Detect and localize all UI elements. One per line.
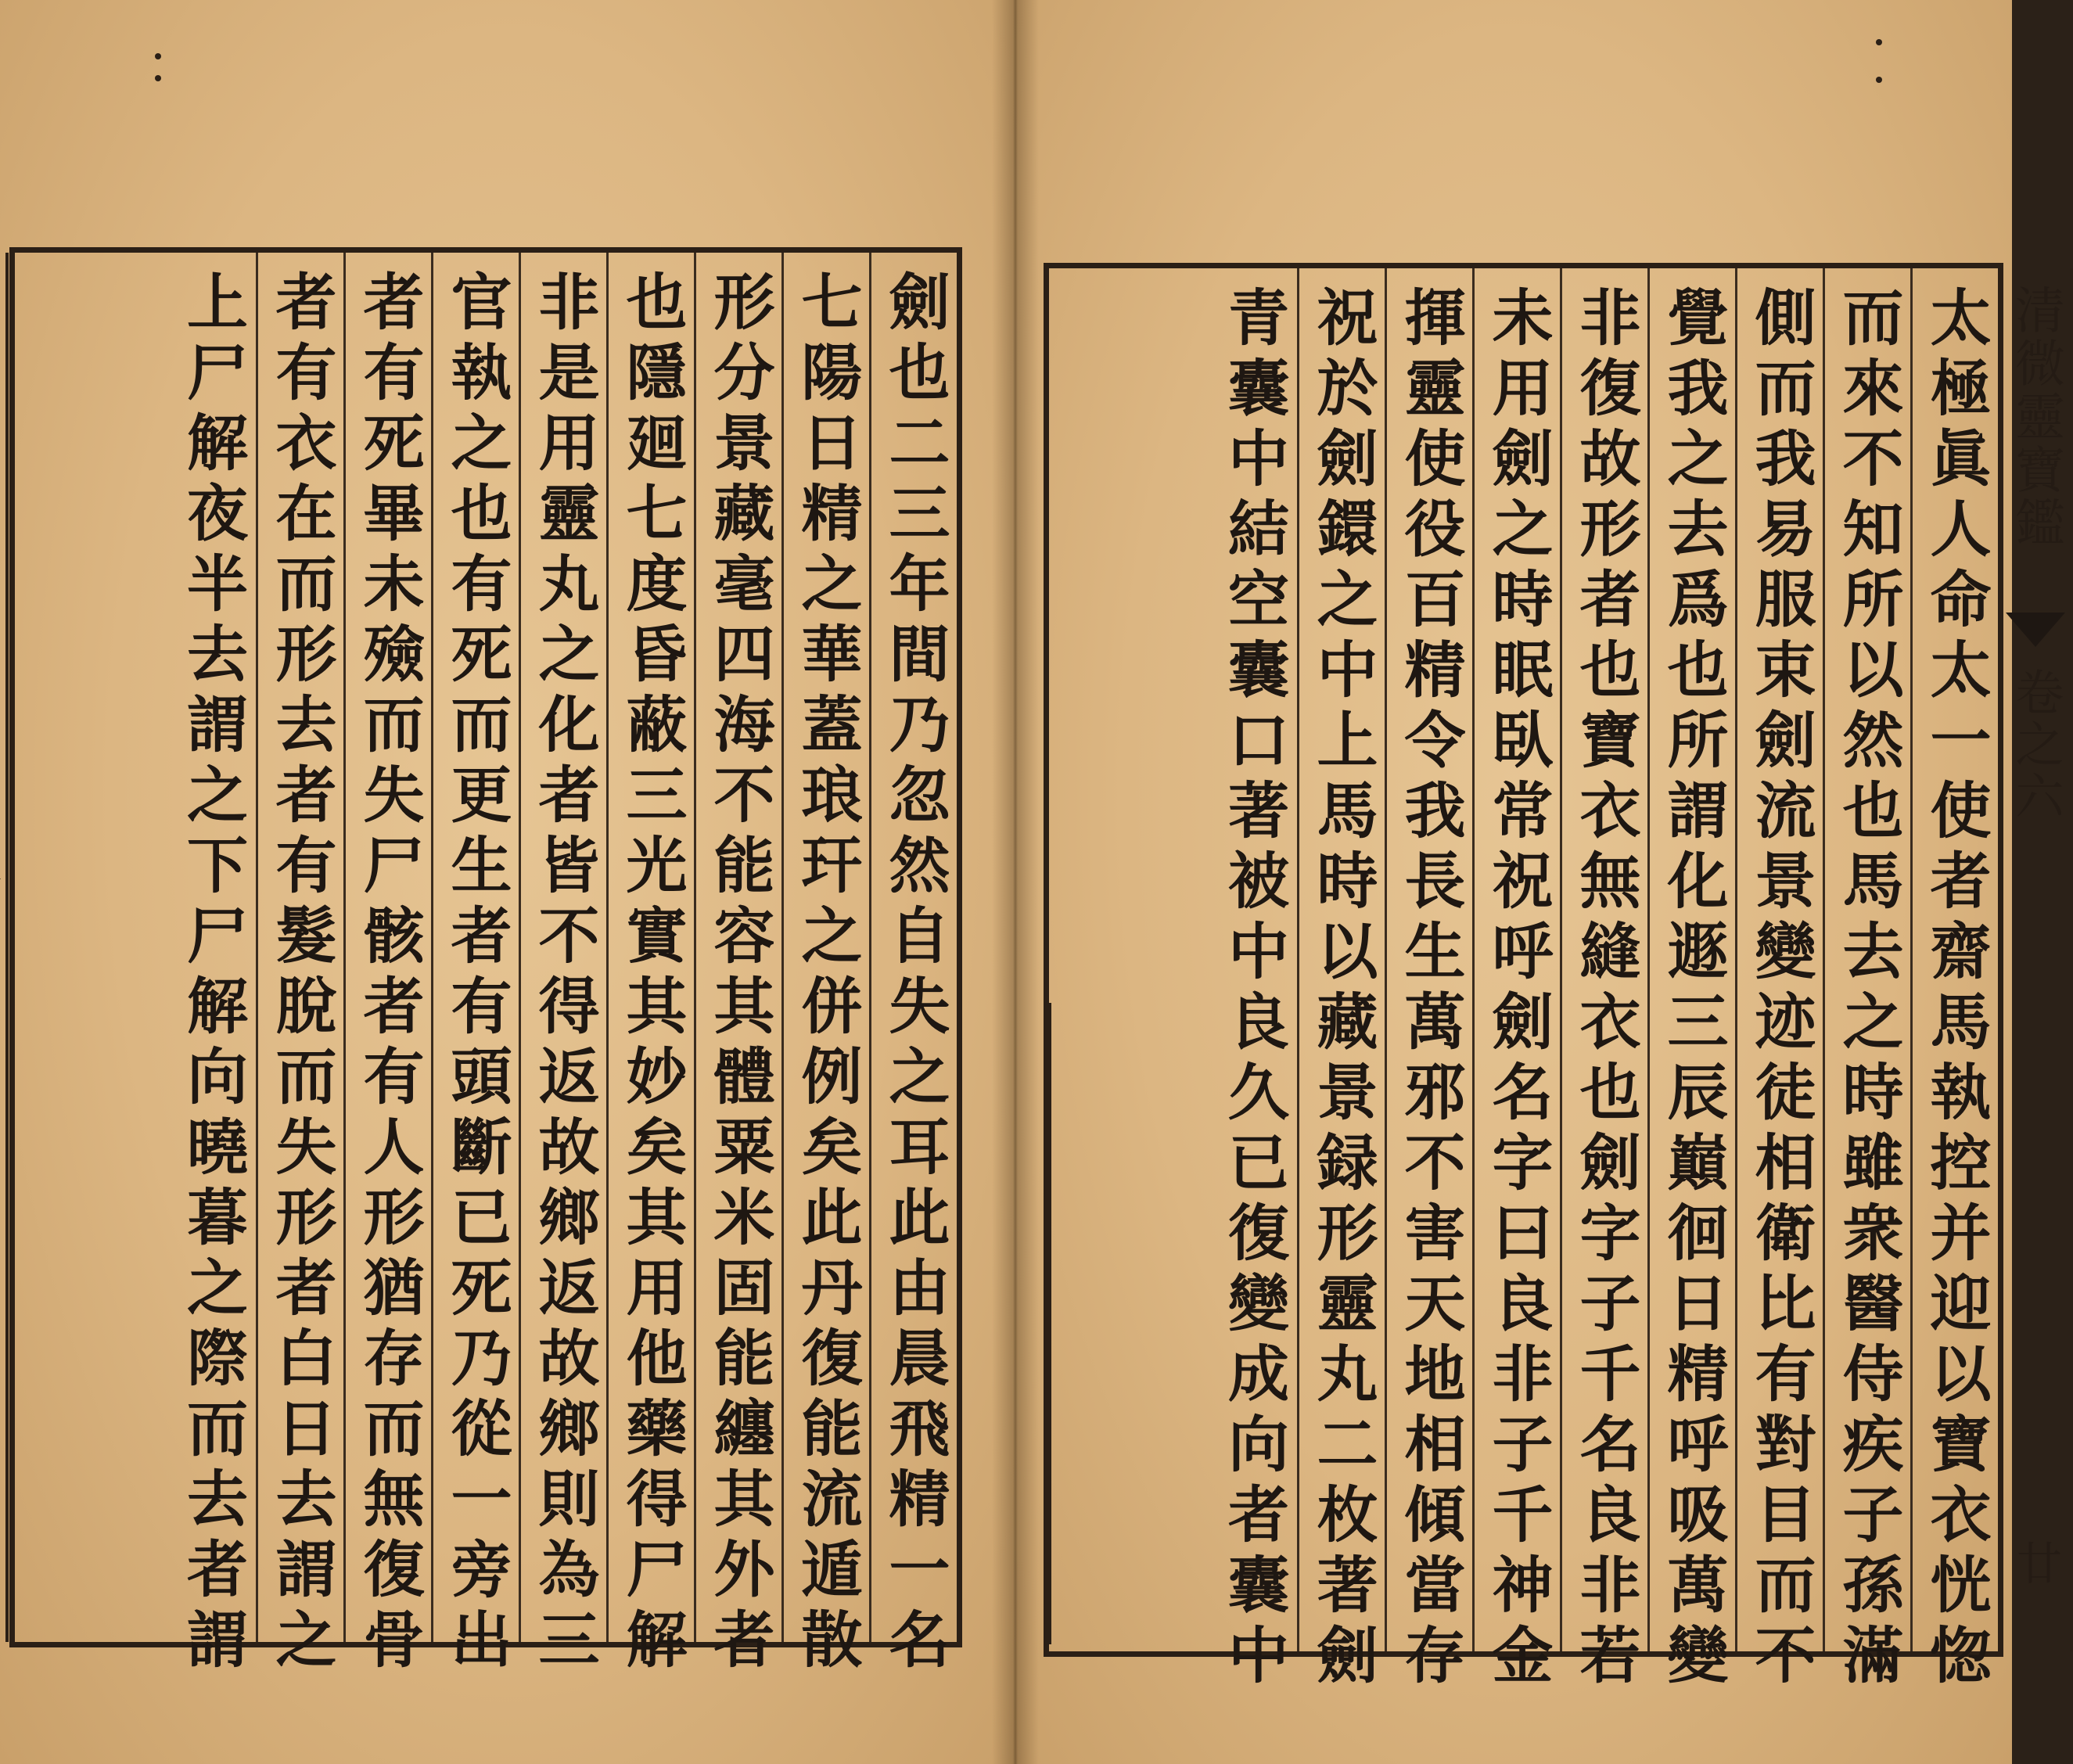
right-banxin-title: 清微靈寶鑑	[2007, 284, 2064, 550]
column-text: 太極眞人命太一使者齋馬執控并迎以寶衣恍惚	[1920, 286, 1992, 1694]
column-text: 上尸解夜半去謂之下尸解向曉暮之際而去者謂	[177, 270, 248, 1678]
left-banxin	[0, 253, 9, 1642]
column-text: 非復故形者也寶衣無縫衣也劍字子千名良非若	[1569, 286, 1641, 1694]
right-text-columns	[1049, 268, 1998, 1694]
text-column	[1297, 268, 1385, 1694]
left-page	[0, 0, 1014, 1764]
text-column	[168, 253, 256, 1678]
fishtail-mark	[0, 878, 1, 913]
column-text: 側而我易服束劍流景變迹徒相衛比有對目而不	[1744, 286, 1816, 1694]
text-column	[343, 253, 431, 1678]
column-text: 劍也二三年間乃忽然自失之耳此由晨飛精一名	[878, 270, 950, 1678]
column-text: 者有衣在而形去者有髮脫而失形者白日去謂之	[265, 270, 337, 1678]
text-column	[694, 253, 781, 1678]
right-page-number: 廿	[2009, 1539, 2062, 1585]
left-text-columns	[15, 253, 957, 1678]
column-text: 青囊中結空囊口著被中良久已復變成向者囊中	[1218, 286, 1289, 1694]
left-text-frame	[9, 247, 962, 1678]
right-text-frame	[1044, 263, 2064, 1694]
right-banxin	[1998, 268, 2073, 1651]
fishtail-mark	[2006, 613, 2065, 647]
right-page	[1014, 0, 2064, 1764]
text-column	[256, 253, 343, 1678]
column-text: 未用劍之時眠臥常祝呼劍名字曰良非子千神金	[1482, 286, 1554, 1694]
book-gutter	[992, 0, 1039, 1764]
text-column	[869, 253, 957, 1678]
column-text: 而來不知所以然也馬去之時雖衆醫侍疾子孫滿	[1832, 286, 1904, 1694]
text-column	[781, 253, 869, 1678]
text-column	[431, 253, 519, 1678]
right-banxin-juan: 卷之六	[2007, 667, 2064, 822]
column-text: 官執之也有死而更生者有頭斷已死乃從一旁出	[440, 270, 512, 1678]
text-column	[1209, 268, 1297, 1694]
column-text: 形分景藏毫四海不能容其體粟米固能纏其外者	[703, 270, 775, 1678]
ink-dots	[155, 53, 163, 84]
text-column	[1823, 268, 1910, 1694]
text-column	[519, 253, 606, 1678]
text-column	[1647, 268, 1735, 1694]
column-text: 也隱廻七度昏蔽三光實其妙矣其用他藥得尸解	[616, 270, 688, 1678]
ink-dots	[1876, 39, 1884, 70]
column-text: 覺我之去爲也所謂化遯三辰巔徊日精呼吸萬變	[1657, 286, 1729, 1694]
column-text: 非是用靈丸之化者皆不得返故鄉返故鄉則為三	[528, 270, 600, 1678]
column-text: 揮靈使役百精令我長生萬邪不害天地相傾當存	[1394, 286, 1466, 1694]
text-column	[1910, 268, 1998, 1694]
text-column	[1560, 268, 1647, 1694]
text-column	[1735, 268, 1823, 1694]
text-column	[606, 253, 694, 1678]
column-text: 祝於劍鐶之中上馬時以藏景録形靈丸二枚著劍	[1306, 286, 1378, 1694]
column-text: 者有死畢未殮而失尸骸者有人形猶存而無復骨	[353, 270, 425, 1678]
text-column	[1385, 268, 1472, 1694]
text-column	[1472, 268, 1560, 1694]
column-text: 七陽日精之華蓋琅玕之併例矣此丹復能流遁散	[791, 270, 863, 1678]
